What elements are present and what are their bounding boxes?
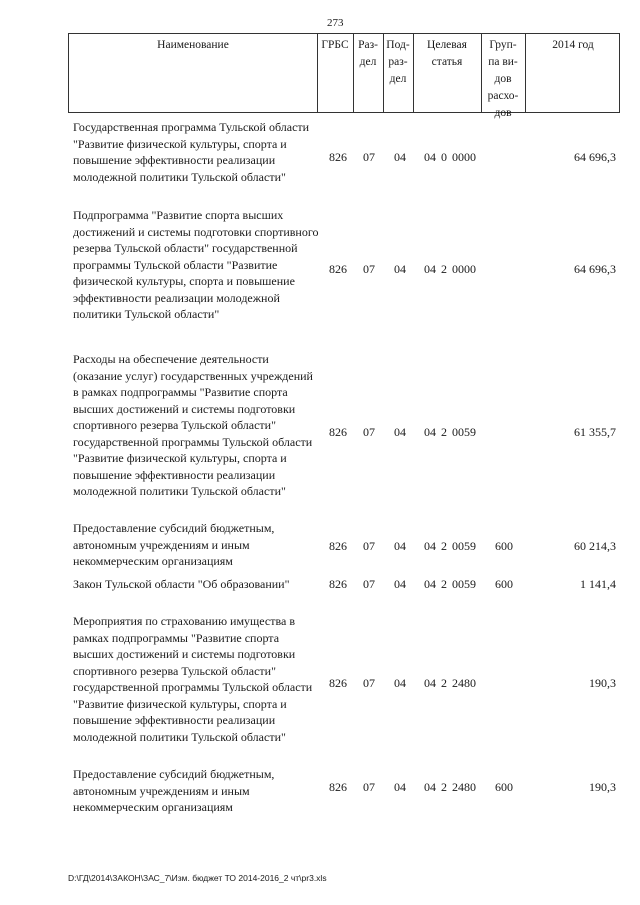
row-sum: 60 214,3	[574, 539, 616, 553]
row-podrazdel: 04	[394, 577, 406, 591]
row-name: Государственная программа Тульской области "Развитие физической культуры, спорта и повышение эффективности реализации молодежной политики Тульской области"	[73, 120, 310, 184]
row-sum: 190,3	[589, 676, 616, 690]
row-podrazdel: 04	[394, 150, 406, 164]
file-path-footer: D:\ГД\2014\ЗАКОН\ЗАС_7\Изм. бюджет ТО 2014-2016_2 чт\pr3.xls	[68, 873, 327, 883]
row-celevaya: 04 2 2480	[424, 780, 476, 794]
row-gruppa: 600	[495, 539, 513, 553]
row-name: Расходы на обеспечение деятельности (оказание услуг) государственных учреждений в рамках подпрограммы "Развитие спорта высших достижений и системы подготовки спортивного резерва Тульской области" государственной программы Тульской области "Развитие физической культуры, спорта и повышение эффективности реализации молодежной политики Тульской области"	[73, 352, 313, 498]
row-celevaya: 04 2 0059	[424, 425, 476, 439]
row-grbs: 826	[329, 577, 347, 591]
row-celevaya: 04 2 0000	[424, 262, 476, 276]
row-name: Подпрограмма "Развитие спорта высших достижений и системы подготовки спортивного резерва Тульской области" государственной программы Тульской области "Развитие физической культуры, спорта и повышение эффективности реализации молодежной политики Тульской области"	[73, 208, 319, 321]
row-razdel: 07	[363, 150, 375, 164]
table-header	[68, 33, 620, 119]
row-podrazdel: 04	[394, 539, 406, 553]
header-name: Наименование	[157, 39, 229, 51]
row-gruppa: 600	[495, 780, 513, 794]
row-celevaya: 04 2 2480	[424, 676, 476, 690]
header-celevaya: Целевая статья	[427, 39, 467, 68]
page-number: 273	[327, 17, 344, 29]
row-razdel: 07	[363, 780, 375, 794]
row-razdel: 07	[363, 676, 375, 690]
row-razdel: 07	[363, 539, 375, 553]
row-grbs: 826	[329, 539, 347, 553]
row-sum: 190,3	[589, 780, 616, 794]
row-name: Мероприятия по страхованию имущества в рамках подпрограммы "Развитие спорта высших достижений и системы подготовки спортивного резерва Тульской области" государственной программы Тульской области "Развитие физической культуры, спорта и повышение эффективности реализации молодежной политики Тульской области"	[73, 614, 313, 744]
row-sum: 64 696,3	[574, 262, 616, 276]
header-razdel: Раз- дел	[358, 39, 378, 68]
row-podrazdel: 04	[394, 425, 406, 439]
header-grbs: ГРБС	[321, 39, 349, 51]
row-grbs: 826	[329, 150, 347, 164]
row-celevaya: 04 2 0059	[424, 577, 476, 591]
row-sum: 64 696,3	[574, 150, 616, 164]
row-grbs: 826	[329, 262, 347, 276]
header-podrazdel: Под- раз- дел	[386, 39, 410, 85]
row-podrazdel: 04	[394, 780, 406, 794]
row-grbs: 826	[329, 780, 347, 794]
row-razdel: 07	[363, 425, 375, 439]
row-grbs: 826	[329, 676, 347, 690]
row-sum: 61 355,7	[574, 425, 616, 439]
header-year: 2014 год	[552, 39, 594, 51]
row-sum: 1 141,4	[580, 577, 616, 591]
row-celevaya: 04 0 0000	[424, 150, 476, 164]
row-name: Предоставление субсидий бюджетным, автономным учреждениям и иным некоммерческим организациям	[73, 521, 275, 568]
row-celevaya: 04 2 0059	[424, 539, 476, 553]
row-razdel: 07	[363, 577, 375, 591]
row-podrazdel: 04	[394, 676, 406, 690]
row-grbs: 826	[329, 425, 347, 439]
row-name: Предоставление субсидий бюджетным, автономным учреждениям и иным некоммерческим организациям	[73, 767, 275, 814]
header-gruppa: Груп- па ви- дов расхо- дов	[487, 39, 519, 119]
row-podrazdel: 04	[394, 262, 406, 276]
row-razdel: 07	[363, 262, 375, 276]
row-gruppa: 600	[495, 577, 513, 591]
row-name: Закон Тульской области "Об образовании"	[73, 577, 290, 591]
